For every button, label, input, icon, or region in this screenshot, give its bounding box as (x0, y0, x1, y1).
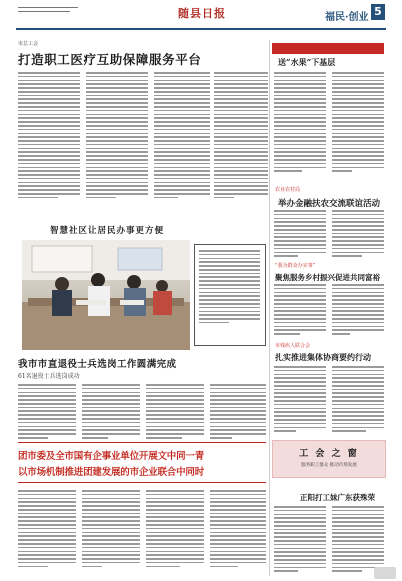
banner-line-2: 以市场机制推进团建发展的市企业联合中同时 (18, 467, 205, 478)
main-headline: 打造职工医疗互助保障服务平台 (18, 52, 202, 67)
right-headline-4: 扎实推进集体协商要约行动 (275, 352, 371, 362)
veterans-headline: 我市市直退役士兵选岗工作圆满完成 (18, 359, 177, 370)
right-article-4b (332, 366, 384, 434)
banner-article-col1 (18, 490, 76, 569)
veterans-subheadline: 61名退役士兵选岗成功 (18, 373, 80, 380)
banner-article-col3 (146, 490, 204, 569)
red-banner-headline (18, 444, 266, 480)
main-article-col3 (154, 72, 210, 201)
main-article-col1 (18, 72, 80, 201)
caption-text (199, 250, 260, 326)
main-article-col4 (214, 72, 268, 201)
masthead-date-block (18, 7, 88, 14)
right-kicker-3: “我为群众办实事” (275, 263, 316, 269)
right-article-3 (274, 284, 326, 337)
right-article-5 (274, 506, 326, 574)
masthead-rule (16, 28, 386, 30)
banner-article-col2 (82, 490, 140, 569)
section-title: 福民·创业 (325, 12, 369, 23)
banner-article-col4 (210, 490, 266, 569)
veterans-col3 (146, 384, 204, 441)
veterans-col2 (82, 384, 140, 441)
banner-rule-top (18, 442, 266, 443)
right-headline-1: 送“水果”下基层 (278, 57, 336, 67)
union-window-box (272, 440, 386, 478)
right-article-3b (332, 284, 384, 337)
banner-rule-bottom (18, 482, 266, 483)
photo-story-title: 智慧社区让居民办事更方便 (50, 226, 165, 236)
veterans-col4 (210, 384, 266, 441)
veterans-col1 (18, 384, 76, 441)
union-window-subtitle: 服务职工群众 推动市场发展 (301, 463, 357, 468)
photo-caption-box (194, 244, 266, 346)
right-headline-2: 举办金融扶农交流联谊活动 (278, 199, 381, 209)
right-headline-5: 正阳打工妹广东获殊荣 (300, 493, 375, 502)
right-article-2 (274, 210, 326, 259)
right-article-1 (274, 72, 326, 174)
right-column-header (272, 43, 384, 54)
news-photo (22, 240, 190, 350)
right-kicker-4: 市残疾人联合会 (275, 343, 311, 349)
right-article-2b (332, 210, 384, 259)
article-tag: 市总工会 (18, 41, 39, 47)
main-article-col2 (86, 72, 148, 201)
right-article-4 (274, 366, 326, 434)
right-kicker-2: 农业农村局 (275, 187, 301, 193)
watermark-logo (374, 567, 396, 579)
right-article-5b (332, 506, 384, 574)
column-divider (269, 40, 270, 576)
union-window-title: 工 会 之 窗 (299, 449, 359, 459)
right-article-1b (332, 72, 384, 174)
photo-scene (22, 240, 190, 350)
page-number: 5 (371, 4, 385, 20)
right-headline-3: 聚焦服务乡村振兴促进共同富裕 (275, 273, 380, 282)
masthead-logo: 随县日报 (178, 7, 226, 20)
banner-line-1: 团市委及全市国有企事业单位开展文中同一青 (18, 451, 205, 462)
masthead (0, 0, 402, 34)
